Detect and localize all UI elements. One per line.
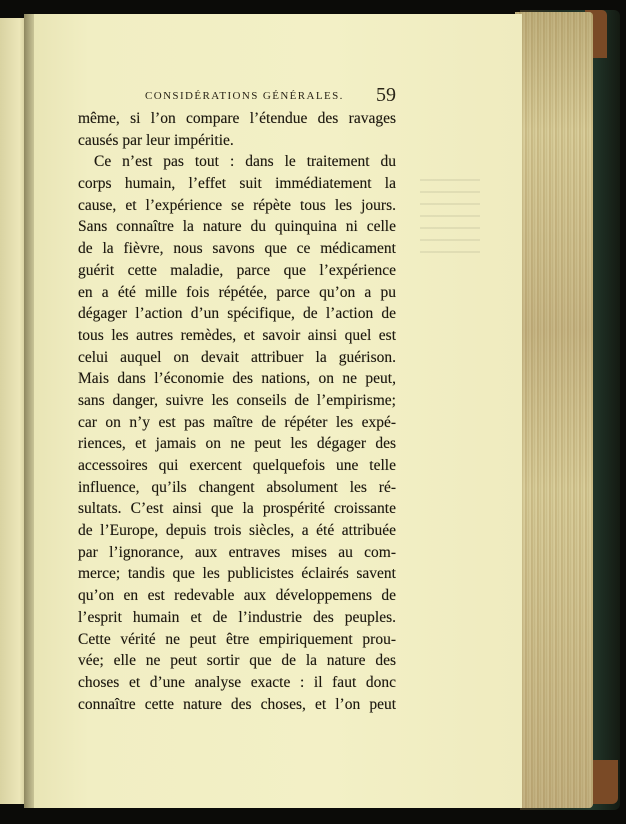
text-line: sans danger, suivre les conseils de l’empirisme; [78,391,396,409]
book-gutter [24,14,34,808]
text-line: accessoires qui exercent quelquefois une telle [78,457,396,474]
text-line: de la fièvre, nous savons que ce médicament [78,240,396,258]
text-line: Mais dans l’économie des nations, on ne peut, [78,370,396,388]
text-line: riences, et jamais on ne peut les dégager des [78,435,396,453]
text-line: influence, qu’ils changent absolument les ré- [78,478,396,496]
text-line: dégager l’action d’un spécifique, de l’action de [78,305,396,323]
text-line: l’esprit humain et de l’industrie des peuples. [78,608,396,626]
page-number: 59 [376,84,396,106]
running-head: CONSIDÉRATIONS GÉNÉRALES. [145,90,344,102]
text-line: guérit cette maladie, parce que l’expérience [78,261,396,279]
page-edges-stain [515,12,593,808]
text-line: merce; tandis que les publicistes éclairés savent [78,565,396,583]
text-line: causés par leur impéritie. [78,131,234,149]
text-line: vée; elle ne peut sortir que de la nature des [78,652,396,670]
text-line: choses et d’une analyse exacte : il faut donc [78,673,396,691]
text-line: connaître cette nature des choses, et l’on peut [78,695,396,713]
text-line: car on n’y est pas maître de répéter les expé- [78,413,396,431]
text-line: tous les autres remèdes, et savoir ainsi quel est [78,326,396,344]
text-line: Cette vérité ne peut être empiriquement prou- [78,630,396,648]
body-text [78,108,396,715]
text-line: de l’Europe, depuis trois siècles, a été attribuée [78,522,396,540]
text-line: Ce n’est pas tout : dans le traitement du [94,153,396,171]
text-line: même, si l’on compare l’étendue des ravages [78,110,396,127]
text-line: sultats. C’est ainsi que la prospérité croissante [78,500,396,518]
ink-bleed-through [420,179,480,259]
text-line: Sans connaître la nature du quinquina ni celle [78,218,396,236]
text-line: corps humain, l’effet suit immédiatement la [78,175,396,193]
text-line: cause, et l’expérience se répète tous les jours. [78,196,396,214]
text-line: celui auquel on devait attribuer la guérison. [78,348,396,366]
text-line: en a été mille fois répétée, parce qu’on a pu [78,283,396,301]
text-line: par l’ignorance, aux entraves mises au com- [78,543,396,561]
text-line: qu’on en est redevable aux développemens de [78,587,396,605]
